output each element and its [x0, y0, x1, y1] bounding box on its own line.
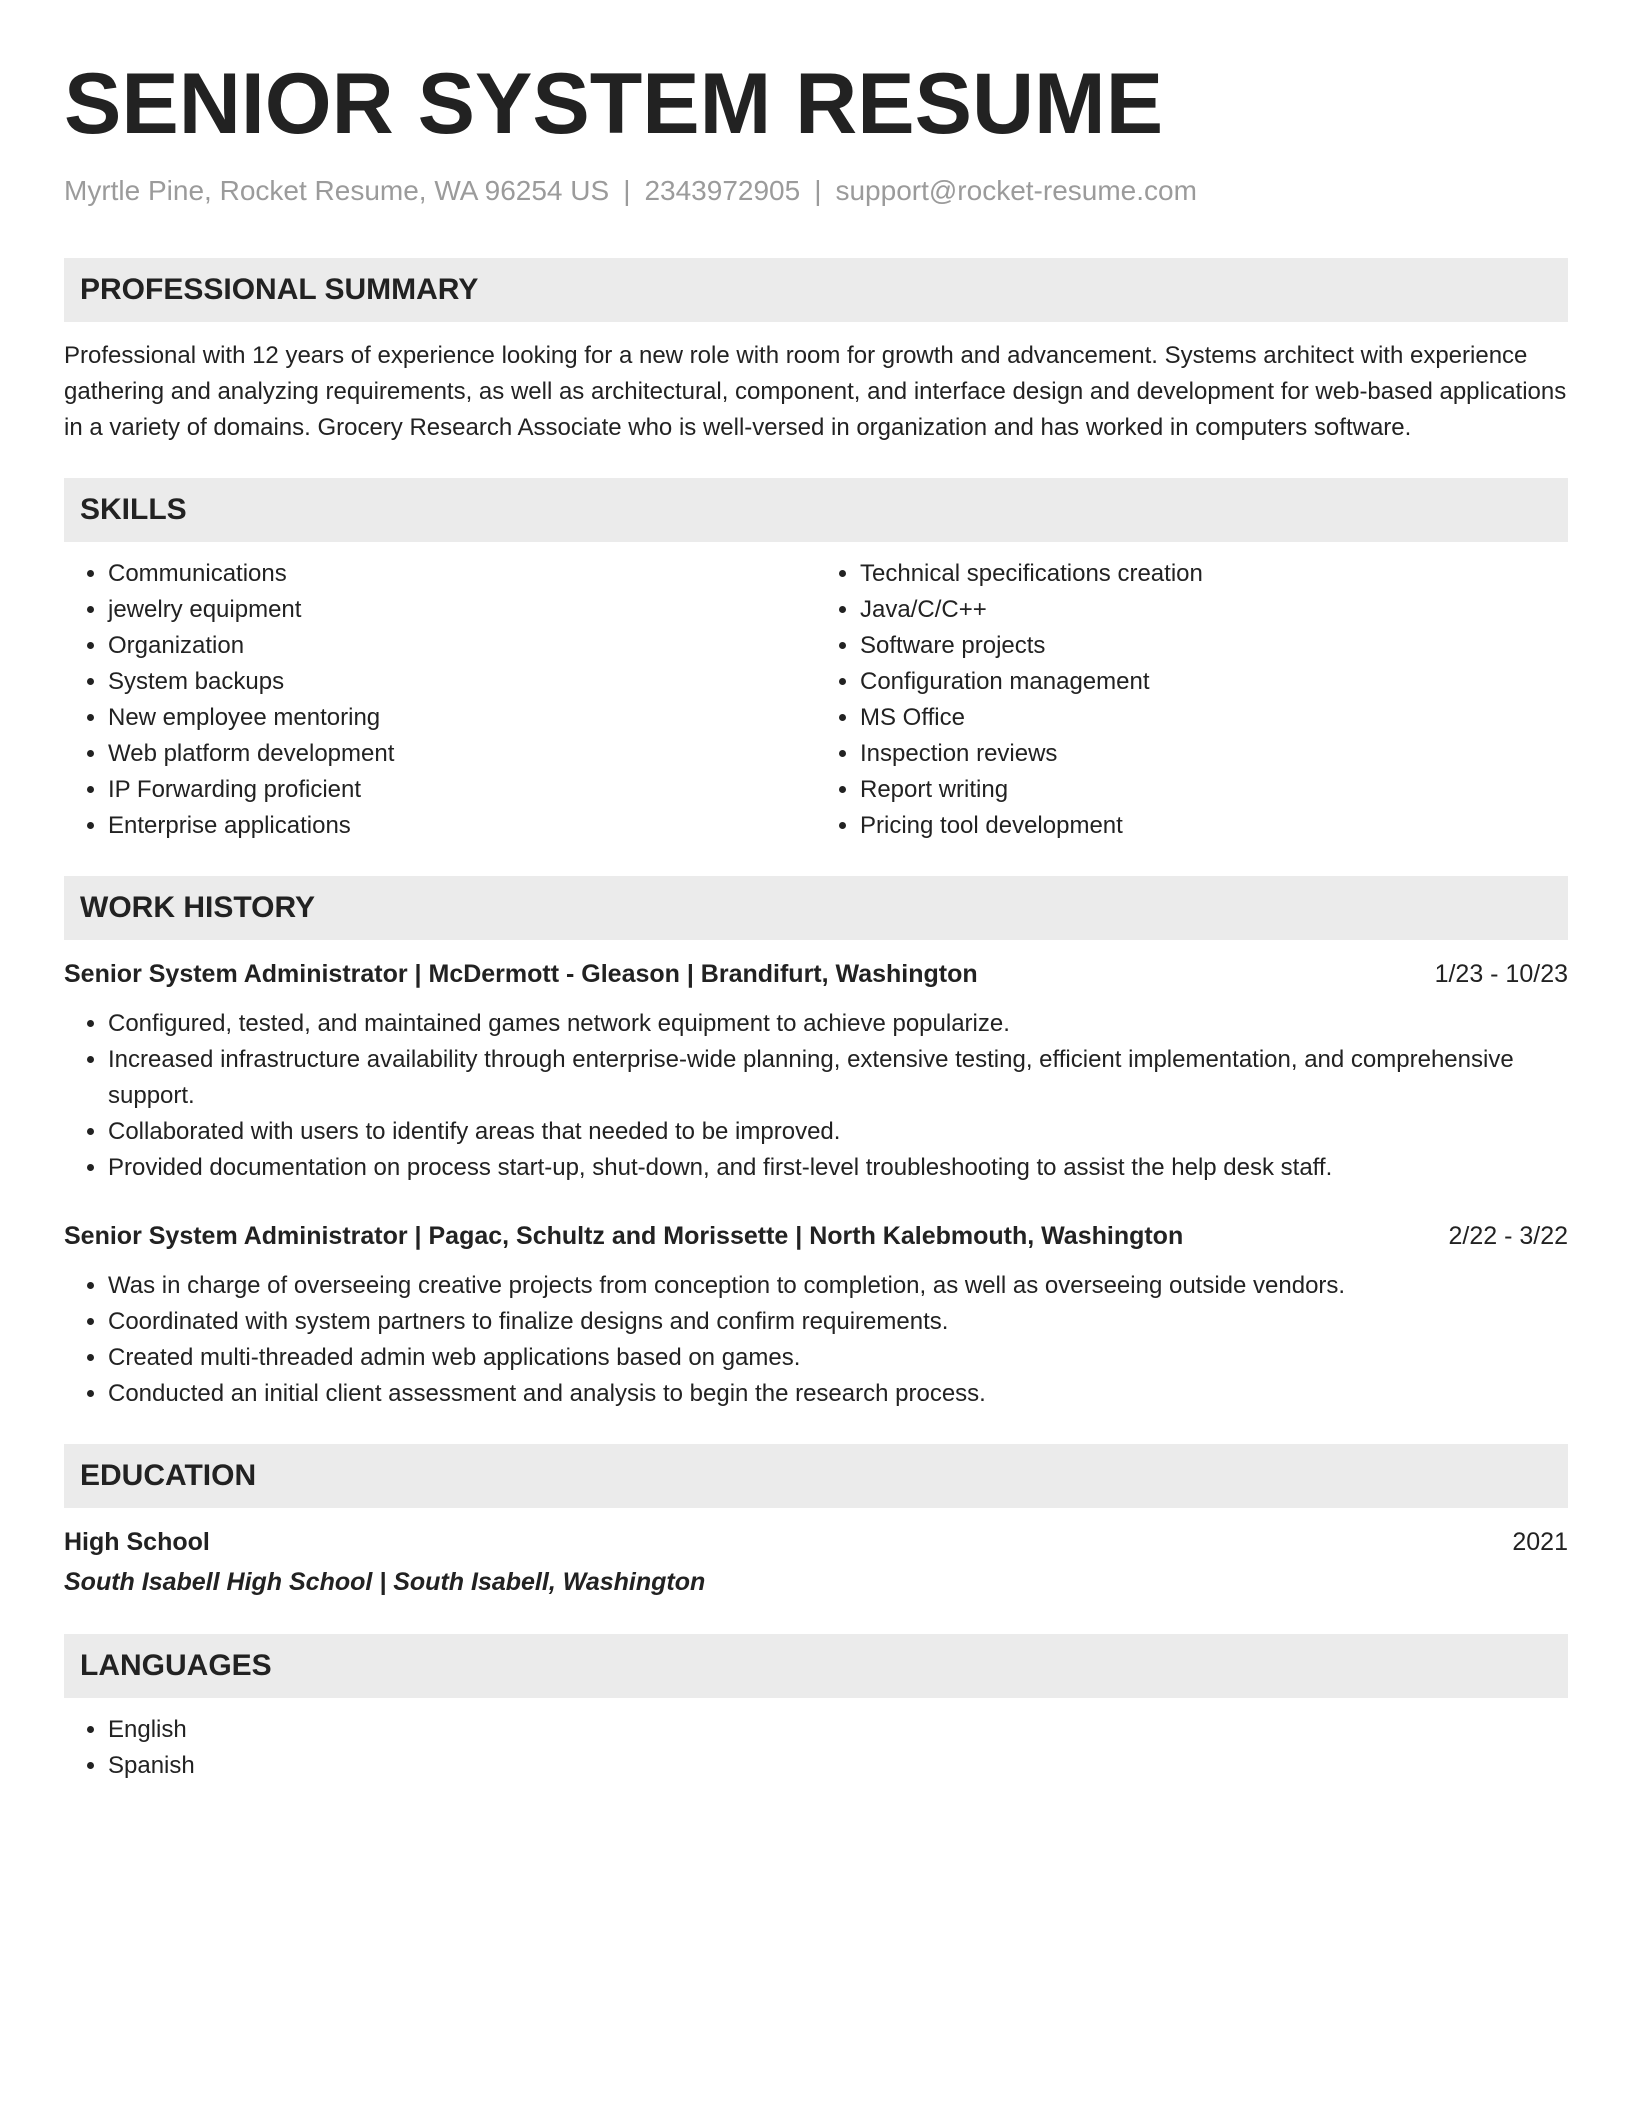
job-bullet: • Coordinated with system partners to finalize designs and confirm requirements.: [108, 1304, 1568, 1340]
job-bullet: • Created multi-threaded admin web applications based on games.: [108, 1340, 1568, 1376]
skill-item: • Configuration management: [860, 664, 1568, 700]
contact-separator: |: [623, 175, 631, 206]
skill-item: • jewelry equipment: [108, 592, 816, 628]
job-bullet: • Was in charge of overseeing creative projects from conception to completion, as well as overseeing outside vendors.: [108, 1268, 1568, 1304]
education-degree: High School: [64, 1528, 210, 1556]
skill-item: • Enterprise applications: [108, 808, 816, 844]
resume-title: SENIOR SYSTEM RESUME: [64, 56, 1164, 152]
education-heading: EDUCATION: [64, 1444, 1568, 1508]
contact-address: Myrtle Pine, Rocket Resume, WA 96254 US: [64, 175, 610, 206]
education-school: South Isabell High School | South Isabell, Washington: [64, 1568, 706, 1596]
skills-section: [64, 478, 1568, 844]
summary-text: Professional with 12 years of experience looking for a new role with room for growth and advancement. Systems architect with experience gathering and analyzing requirements, as well as architectural, component, and interface design and development for web-based applications in a variety of domains. Grocery Research Associate who is well-versed in organization and has worked in computers software.: [64, 342, 1567, 441]
skill-item: • Software projects: [860, 628, 1568, 664]
contact-separator: |: [814, 175, 822, 206]
work-heading: WORK HISTORY: [64, 876, 1568, 940]
job-entry: [64, 956, 1568, 1186]
job-bullets: [64, 1006, 1568, 1186]
job-header: [64, 1218, 1568, 1254]
skill-item: • Communications: [108, 556, 816, 592]
summary-section: [64, 258, 1568, 446]
skills-list-right: [816, 556, 1568, 844]
job-title: Senior System Administrator | Pagac, Schultz and Morissette | North Kalebmouth, Washington: [64, 1222, 1184, 1250]
job-title: Senior System Administrator | McDermott - Gleason | Brandifurt, Washington: [64, 960, 978, 988]
job-entry: [64, 1218, 1568, 1412]
languages-section: [64, 1634, 1568, 1784]
skills-list-left: [64, 556, 816, 844]
skill-item: • New employee mentoring: [108, 700, 816, 736]
skill-item: • Organization: [108, 628, 816, 664]
job-bullet: • Provided documentation on process start-up, shut-down, and first-level troubleshooting to assist the help desk staff.: [108, 1150, 1568, 1186]
job-bullet: • Conducted an initial client assessment and analysis to begin the research process.: [108, 1376, 1568, 1412]
education-section: [64, 1444, 1568, 1600]
job-bullet: • Configured, tested, and maintained games network equipment to achieve popularize.: [108, 1006, 1568, 1042]
skill-item: • Pricing tool development: [860, 808, 1568, 844]
job-header: [64, 956, 1568, 992]
skill-item: • System backups: [108, 664, 816, 700]
skill-item: • Java/C/C++: [860, 592, 1568, 628]
summary-heading: PROFESSIONAL SUMMARY: [64, 258, 1568, 322]
skill-item: • Technical specifications creation: [860, 556, 1568, 592]
skill-item: • Report writing: [860, 772, 1568, 808]
skill-item: • MS Office: [860, 700, 1568, 736]
education-header: [64, 1524, 1568, 1560]
skills-columns: [64, 556, 1568, 844]
job-bullet: • Increased infrastructure availability through enterprise-wide planning, extensive testing, efficient implementation, and comprehensive support.: [108, 1042, 1568, 1114]
skills-heading: SKILLS: [64, 478, 1568, 542]
job-dates: 1/23 - 10/23: [1434, 960, 1568, 988]
languages-list: [64, 1712, 1568, 1784]
job-bullets: [64, 1268, 1568, 1412]
job-bullet: • Collaborated with users to identify areas that needed to be improved.: [108, 1114, 1568, 1150]
skill-item: • IP Forwarding proficient: [108, 772, 816, 808]
work-section: [64, 876, 1568, 1412]
skill-item: • Inspection reviews: [860, 736, 1568, 772]
contact-phone: 2343972905: [644, 175, 801, 206]
languages-heading: LANGUAGES: [64, 1634, 1568, 1698]
language-item: • English: [108, 1712, 1568, 1748]
contact-email[interactable]: support@rocket-resume.com: [835, 175, 1197, 206]
job-dates: 2/22 - 3/22: [1448, 1222, 1568, 1250]
language-item: • Spanish: [108, 1748, 1568, 1784]
contact-line: [64, 174, 1568, 208]
skill-item: • Web platform development: [108, 736, 816, 772]
education-year: 2021: [1512, 1528, 1568, 1556]
